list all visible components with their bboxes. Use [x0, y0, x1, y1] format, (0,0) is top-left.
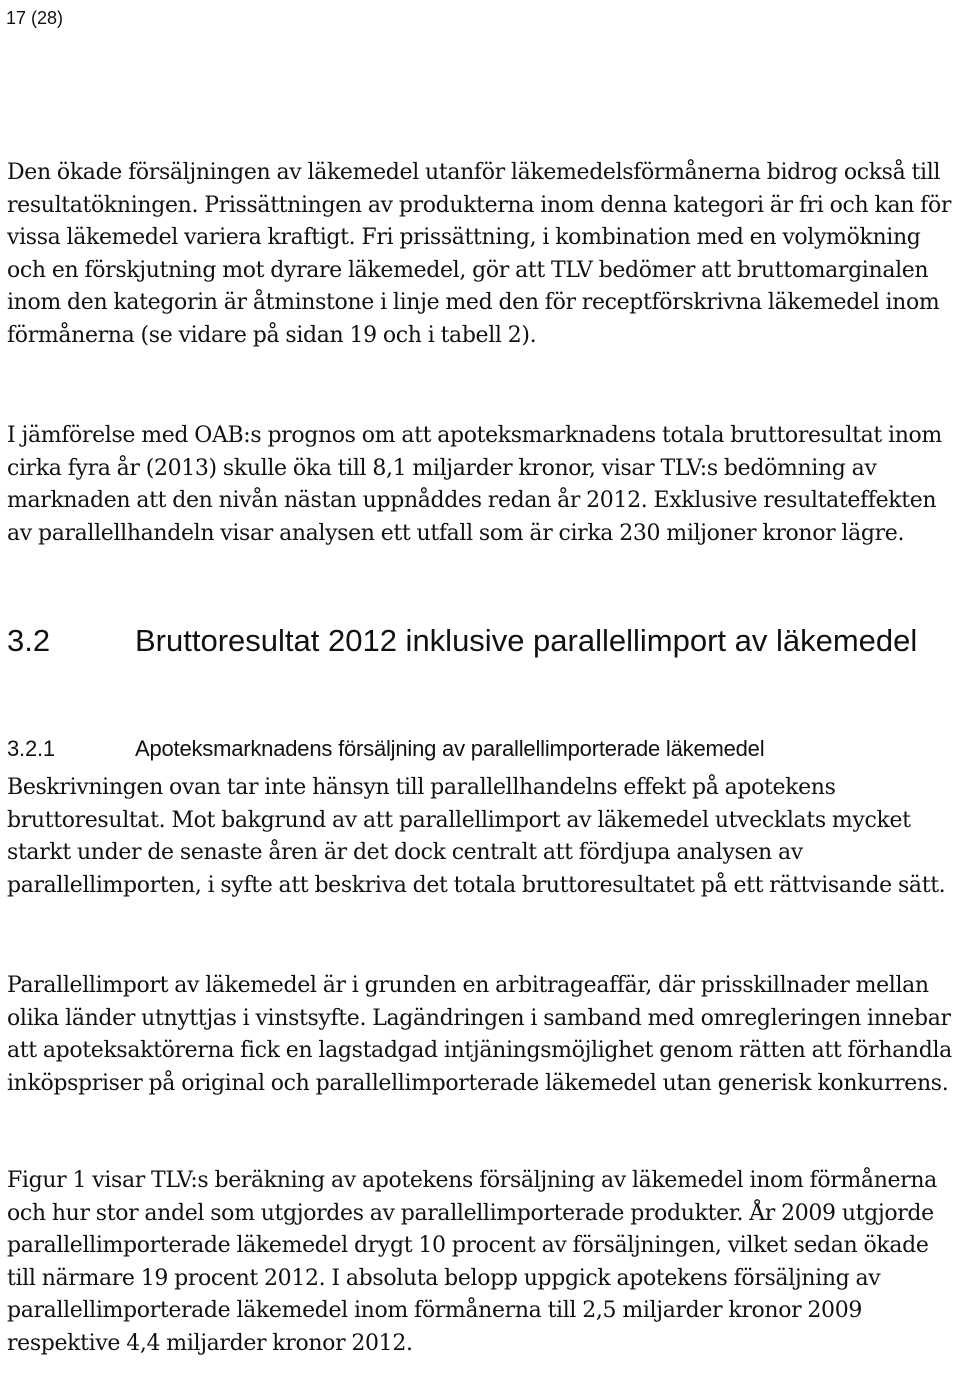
section-heading	[7, 620, 955, 662]
section-title: Bruttoresultat 2012 inklusive parallellimport av läkemedel	[135, 623, 918, 658]
body-paragraph: Beskrivningen ovan tar inte hänsyn till parallellhandelns effekt på apotekens bruttoresultat. Mot bakgrund av att parallellimport av läkemedel utvecklats mycket starkt under de senaste åren är det dock centralt att fördjupa analysen av parallellimporten, i syfte att beskriva det totala bruttoresultatet på ett rättvisande sätt.	[7, 775, 946, 898]
subsection-title: Apoteksmarknadens försäljning av parallellimporterade läkemedel	[135, 736, 765, 761]
subsection-heading	[7, 734, 957, 764]
section-number: 3.2	[7, 623, 51, 658]
page-number: 17 (28)	[6, 8, 64, 28]
body-paragraph: Den ökade försäljningen av läkemedel utanför läkemedelsförmånerna bidrog också till resultatökningen. Prissättningen av produkterna inom denna kategori är fri och kan för vissa läkemedel variera kraftigt. Fri prissättning, i kombination med en volymökning och en förskjutning mot dyrare läkemedel, gör att TLV bedömer att bruttomarginalen inom den kategorin är åtminstone i linje med den för receptförskrivna läkemedel inom förmånerna (se vidare på sidan 19 och i tabell 2).	[7, 160, 952, 348]
subsection-number: 3.2.1	[7, 736, 55, 761]
body-paragraph: I jämförelse med OAB:s prognos om att apoteksmarknadens totala bruttoresultat inom cirka fyra år (2013) skulle öka till 8,1 miljarder kronor, visar TLV:s bedömning av marknaden att den nivån nästan uppnåddes redan år 2012. Exklusive resultateffekten av parallellhandeln visar analysen ett utfall som är cirka 230 miljoner kronor lägre.	[7, 423, 942, 546]
body-paragraph: Parallellimport av läkemedel är i grunden en arbitrageaffär, där prisskillnader mellan olika länder utnyttjas i vinstsyfte. Lagändringen i samband med omregleringen innebar att apoteksaktörerna fick en lagstadgad intjäningsmöjlighet genom rätten att förhandla inköpspriser på original och parallellimporterade läkemedel utan generisk konkurrens.	[7, 973, 952, 1096]
body-paragraph: Figur 1 visar TLV:s beräkning av apotekens försäljning av läkemedel inom förmånerna och hur stor andel som utgjordes av parallellimporterade produkter. År 2009 utgjorde parallellimporterade läkemedel drygt 10 procent av försäljningen, vilket sedan ökade till närmare 19 procent 2012. I absoluta belopp uppgick apotekens försäljning av parallellimporterade läkemedel inom förmånerna till 2,5 miljarder kronor 2009 respektive 4,4 miljarder kronor 2012.	[7, 1168, 937, 1356]
